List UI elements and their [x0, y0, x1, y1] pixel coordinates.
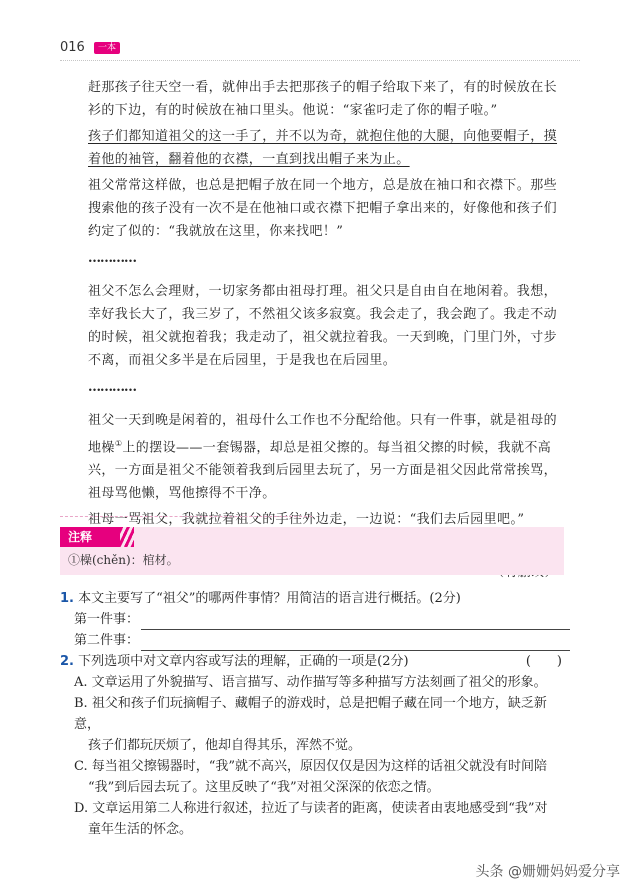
paragraph-6: 祖母一骂祖父，我就拉着祖父的手往外边走，一边说：“我们去后园里吧。”	[88, 512, 525, 528]
notes-stripes-decoration	[120, 527, 134, 547]
question-2-text: 下列选项中对文章内容或写法的理解，正确的一项是(2分)	[78, 654, 409, 669]
option-d: D. 文章运用第二人称进行叙述，拉近了与读者的距离，使读者由衷地感受到“我”对	[74, 801, 548, 816]
note-item-1: ①橾(chěn)：棺材。	[68, 553, 179, 567]
page-header	[60, 40, 580, 62]
answer-parentheses[interactable]: ( )	[525, 654, 562, 669]
answer-label-second: 第二件事：	[74, 633, 140, 648]
paragraph-2-underlined: 孩子们都知道祖父的这一手了，并不以为奇，就抱住他的大腿，向他要帽子，摸着他的袖管，翻着他的衣襟，一直到找出帽子来为止。	[88, 129, 558, 167]
paragraph-5-part-b: 上的摆设——一套锡器，却总是祖父擦的。每当祖父擦的时候，我就不高兴，一方面是祖父不能领着我到后园里去玩了，另一方面是祖父因此常常挨骂，祖母骂他懒，骂他擦得不干净。	[88, 440, 558, 502]
reading-passage	[88, 76, 558, 584]
question-1-text: 本文主要写了“祖父”的哪两件事情？用简洁的语言进行概括。(2分)	[78, 591, 461, 606]
answer-blank-second[interactable]	[141, 635, 570, 651]
section-separator	[60, 516, 312, 517]
header-divider	[60, 60, 580, 61]
question-2-number: 2.	[60, 654, 74, 669]
question-2	[60, 651, 570, 672]
answer-blank-first[interactable]	[141, 614, 570, 630]
notes-box	[60, 527, 564, 575]
ellipsis-divider-2: …………	[88, 380, 136, 395]
questions-section	[60, 588, 570, 840]
footnote-marker: ①	[114, 439, 123, 448]
option-b-continued: 孩子们都玩厌烦了，他却自得其乐，浑然不觉。	[88, 738, 362, 753]
option-b: B. 祖父和孩子们玩摘帽子、藏帽子的游戏时，总是把帽子藏在同一个地方，缺乏新意，	[74, 696, 547, 732]
paragraph-1: 赶那孩子往天空一看，就伸出手去把那孩子的帽子给取下来了，有的时候放在长衫的下边，有的时候放在袖口里头。他说：“家雀叼走了你的帽子啦。”	[88, 80, 558, 118]
question-1	[60, 588, 570, 609]
answer-row-second	[74, 630, 570, 651]
question-1-number: 1.	[60, 591, 74, 606]
option-c: C. 每当祖父擦锡器时，“我”就不高兴，原因仅仅是因为这样的话祖父就没有时间陪	[74, 759, 548, 774]
option-d-continued: 童年生活的怀念。	[88, 822, 193, 837]
watermark: 头条 @姗姗妈妈爱分享	[475, 864, 620, 880]
paragraph-5	[88, 409, 558, 505]
answer-label-first: 第一件事：	[74, 612, 140, 627]
paragraph-3: 祖父常常这样做，也总是把帽子放在同一个地方，总是放在袖口和衣襟下。那些搜索他的孩子没有一次不是在他袖口或衣襟下把帽子拿出来的，好像他和孩子们约定了似的：“我就放在这里，你来找吧！”	[88, 178, 558, 239]
notes-label: 注释	[60, 527, 120, 547]
paragraph-4: 祖父不怎么会理财，一切家务都由祖母打理。祖父只是自由自在地闲着。我想，幸好我长大了，我三岁了，不然祖父该多寂寞。我会走了，我会跑了。我走不动的时候，祖父就抱着我；我走动了，祖父就拉着我。一天到晚，门里门外，寸步不离，而祖父多半是在后园里，于是我也在后园里。	[88, 284, 558, 368]
ellipsis-divider: …………	[88, 251, 136, 266]
answer-row-first	[74, 609, 570, 630]
option-a: A. 文章运用了外貌描写、语言描写、动作描写等多种描写方法刻画了祖父的形象。	[74, 675, 547, 690]
paragraph-5-part-a: 祖父一天到晚是闲着的，祖母什么工作也不分配给他。只有一件事，就是祖母的地橾	[88, 413, 558, 456]
option-c-continued: “我”到后园去玩了。这里反映了“我”对祖父深深的依恋之情。	[88, 780, 440, 795]
unit-tag: 一本	[94, 42, 120, 54]
page-number: 016	[60, 40, 85, 55]
